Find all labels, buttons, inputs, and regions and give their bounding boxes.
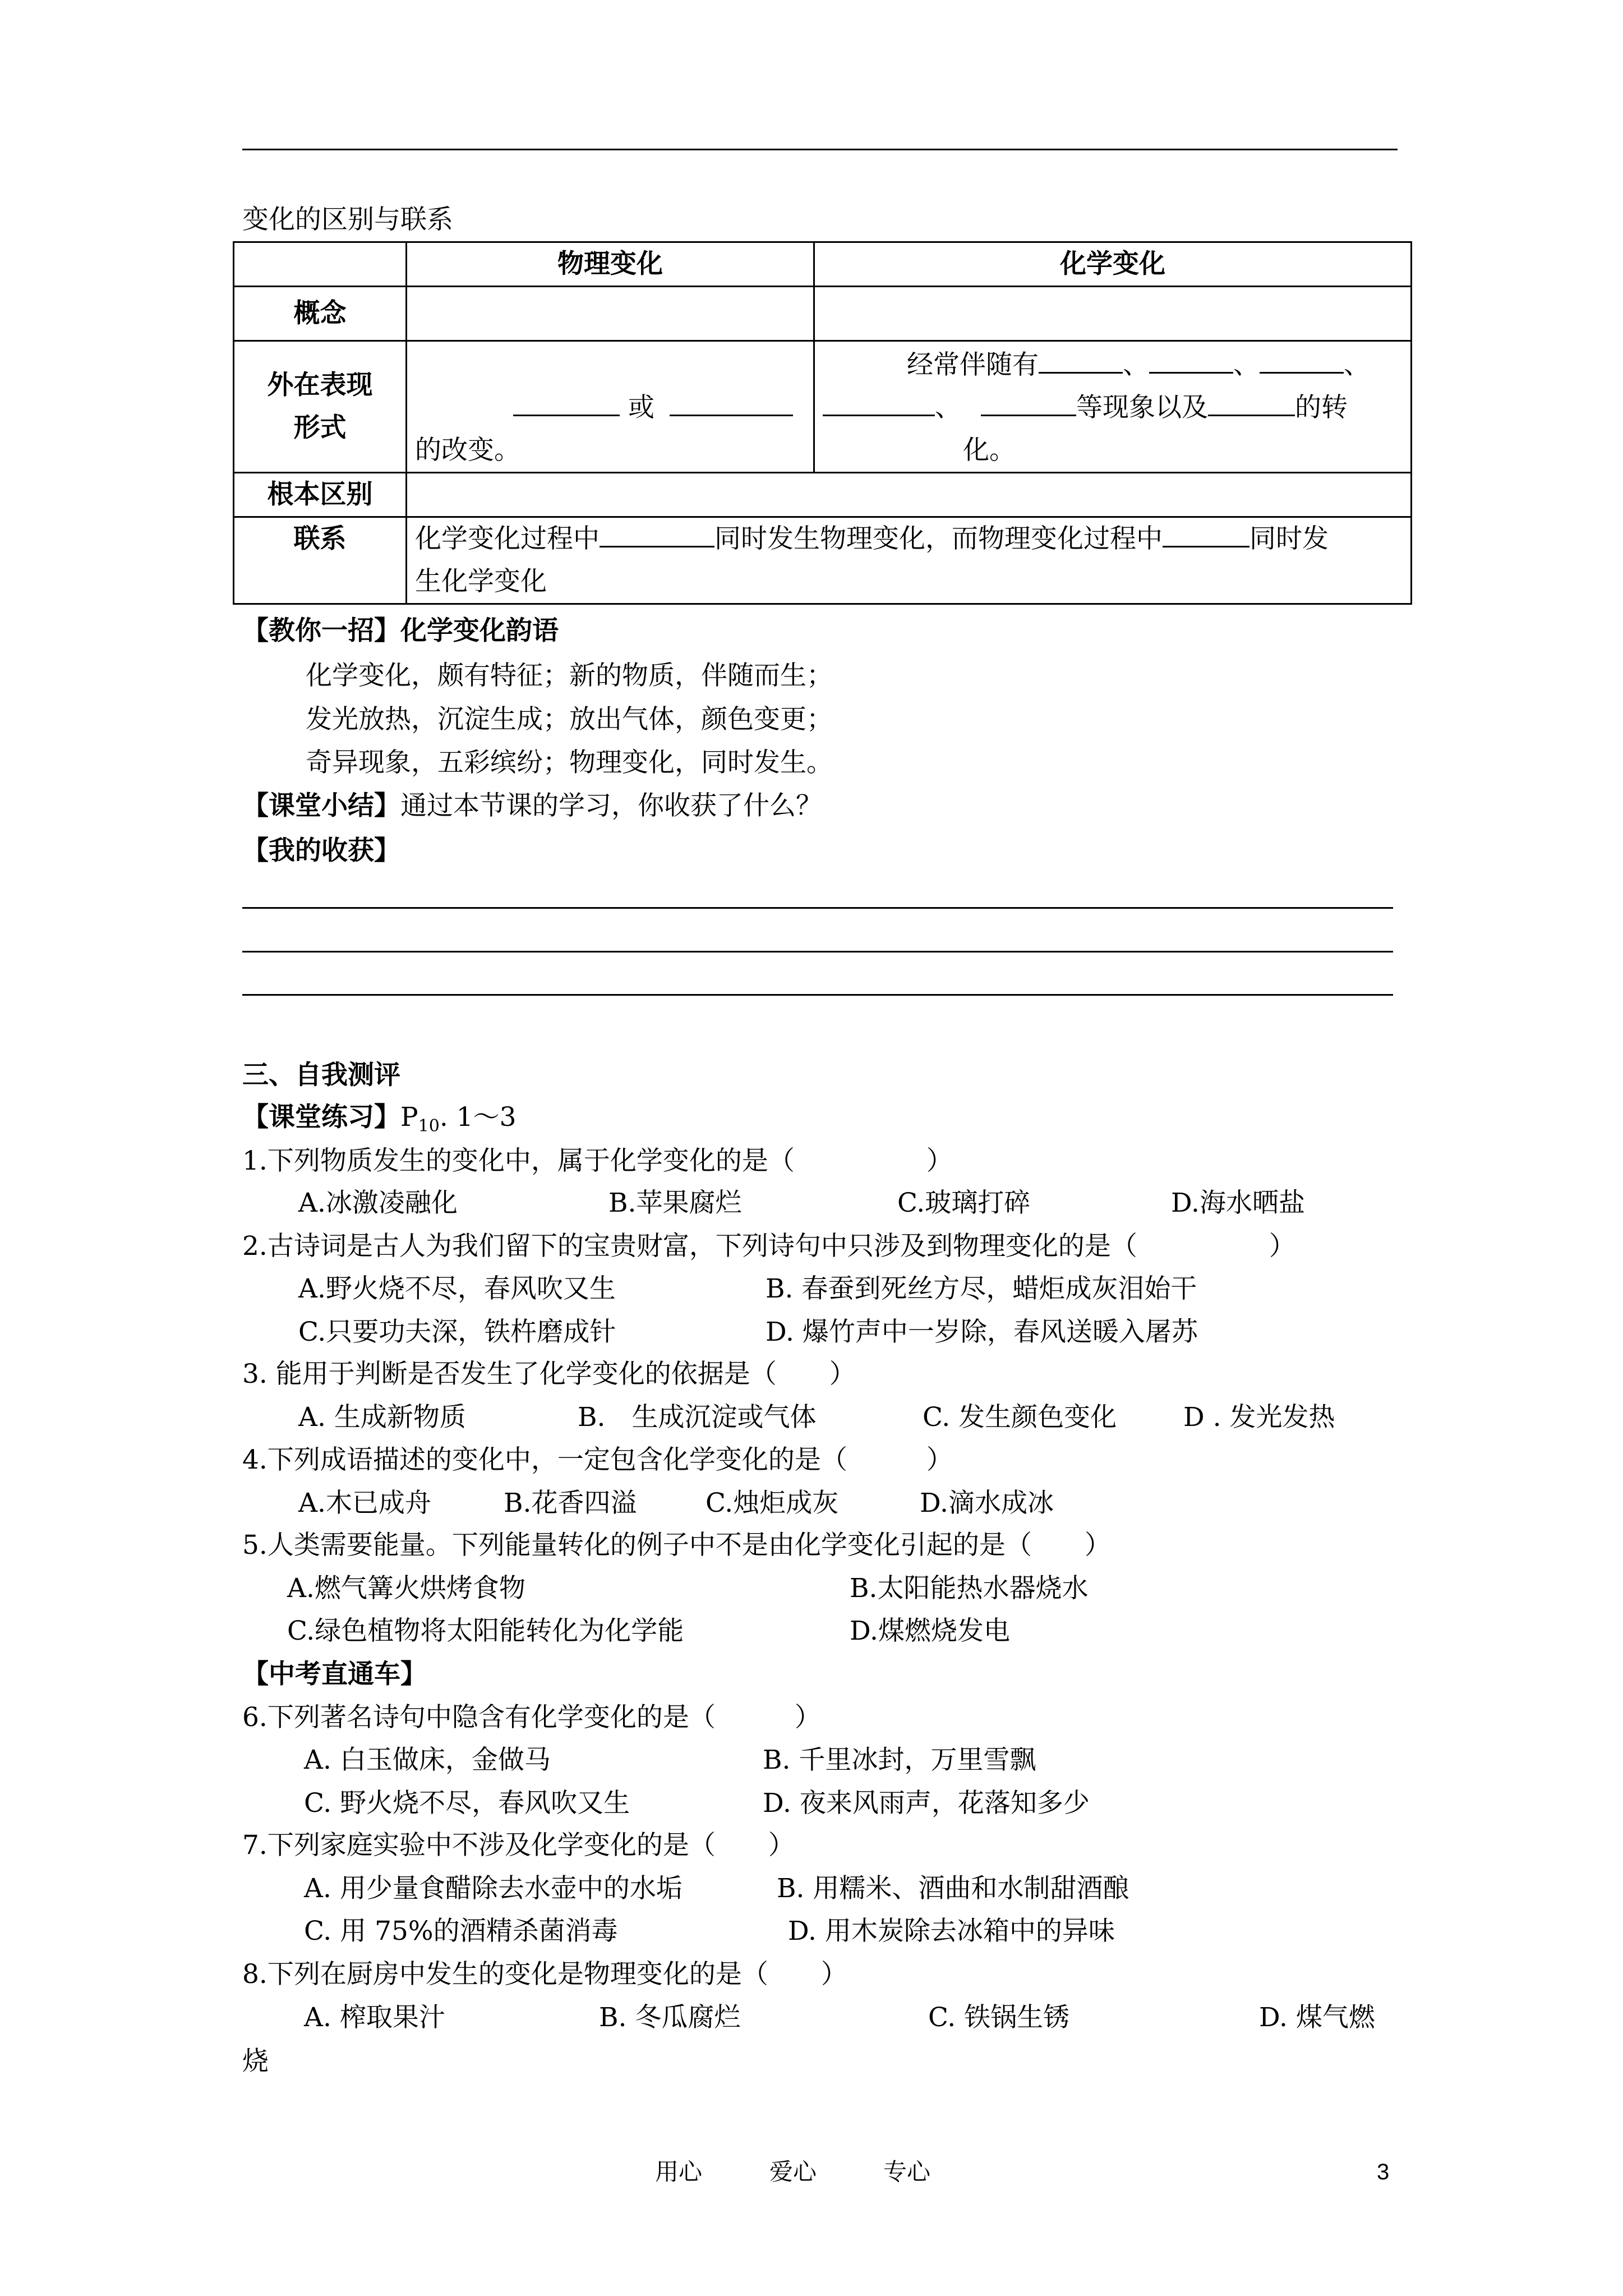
answer-line	[242, 907, 1393, 909]
summary	[242, 789, 822, 823]
blank	[513, 390, 620, 416]
question-stem: 7.下列家庭实验中不涉及化学变化的是（ ）	[242, 1830, 795, 1861]
blank	[1149, 347, 1233, 374]
footer-motto: 用心	[655, 2158, 703, 2185]
cell-appearance-chemical: 经常伴随有 、 、 、 、 等现象以及 的转 化。	[814, 341, 1412, 473]
option: A. 榨取果汁	[304, 2002, 445, 2033]
blank	[823, 390, 935, 416]
option: C.绿色植物将太阳能转化为化学能	[287, 1616, 684, 1646]
option: C.烛炬成灰	[706, 1488, 839, 1519]
tip-line: 化学变化，颇有特征；新的物质，伴随而生；	[306, 660, 833, 691]
option: A.冰激凌融化	[298, 1188, 458, 1218]
option: A. 生成新物质	[298, 1402, 466, 1433]
option: D . 发光发热	[1183, 1402, 1335, 1433]
option: B. 冬瓜腐烂	[599, 2002, 741, 2033]
option: D.煤燃烧发电	[850, 1616, 1010, 1646]
option: D. 爆竹声中一岁除，春风送暖入屠苏	[766, 1317, 1198, 1347]
chem-prefix: 经常伴随有	[907, 349, 1039, 380]
tip-line: 奇异现象，五彩缤纷；物理变化，同时发生。	[306, 747, 833, 778]
option: A.木已成舟	[298, 1488, 431, 1519]
cell-concept-chemical	[814, 287, 1412, 341]
option: C.玻璃打碎	[897, 1188, 1031, 1218]
practice-heading: 【课堂练习】$P_{10}$. 1～3	[242, 1102, 517, 1136]
blank	[981, 390, 1076, 416]
chem-end: 的转	[1294, 392, 1348, 423]
question-stem: 8.下列在厨房中发生的变化是物理变化的是（ ）	[242, 1959, 847, 1990]
footer-motto: 爱心	[769, 2158, 817, 2185]
option: B.花香四溢	[504, 1488, 637, 1519]
row-label-concept: 概念	[234, 287, 407, 341]
footer-motto: 专心	[883, 2158, 931, 2185]
answer-line	[242, 994, 1393, 996]
blank	[1208, 390, 1295, 416]
row-label-appearance-line2: 形式	[293, 412, 347, 443]
row-label-fundamental: 根本区别	[234, 473, 407, 517]
row-label-appearance	[234, 341, 407, 473]
blank	[1260, 347, 1344, 374]
row-label-appearance-line1: 外在表现	[267, 370, 373, 401]
option: B.苹果腐烂	[608, 1188, 742, 1218]
or-text: 或	[628, 392, 654, 423]
tip-line: 发光放热，沉淀生成；放出气体，颜色变更；	[306, 704, 833, 735]
option: D.海水晒盐	[1171, 1188, 1305, 1218]
exam-label: 【中考直通车】	[242, 1659, 427, 1690]
option: B. 用糯米、酒曲和水制甜酒酿	[777, 1873, 1129, 1904]
option: A. 用少量食醋除去水壶中的水垢	[304, 1873, 683, 1904]
phys-change-text: 的改变。	[415, 435, 520, 466]
self-test-heading: 三、自我测评	[242, 1060, 400, 1091]
question-stem: 3. 能用于判断是否发生了化学变化的依据是（ ）	[242, 1359, 856, 1389]
option: B.太阳能热水器烧水	[850, 1573, 1089, 1604]
blank	[670, 390, 793, 416]
section-title: 变化的区别与联系	[242, 204, 453, 235]
harvest-label: 【我的收获】	[242, 835, 400, 866]
option: B. 生成沉淀或气体	[578, 1402, 817, 1433]
option: C. 用 75%的酒精杀菌消毒	[304, 1916, 618, 1947]
summary-text: 通过本节课的学习，你收获了什么？	[400, 790, 822, 821]
option: C. 铁锅生锈	[928, 2002, 1070, 2033]
option: D. 夜来风雨声，花落知多少	[763, 1788, 1090, 1819]
option: A. 白玉做床，金做马	[304, 1745, 551, 1775]
header-rule	[242, 149, 1398, 150]
option: C. 发生颜色变化	[923, 1402, 1117, 1433]
cell-link: 化学变化过程中 同时发生物理变化，而物理变化过程中 同时发 生化学变化	[407, 517, 1412, 604]
option: B. 千里冰封，万里雪飘	[763, 1745, 1036, 1775]
option: A.燃气篝火烘烤食物	[287, 1573, 525, 1604]
question-stem: 6.下列著名诗句中隐含有化学变化的是（ ）	[242, 1702, 821, 1733]
option: A.野火烧不尽，春风吹又生	[298, 1273, 616, 1304]
page-number: 3	[1377, 2160, 1390, 2184]
question-stem: 4.下列成语描述的变化中，一定包含化学变化的是（ ）	[242, 1444, 953, 1475]
comparison-table	[233, 241, 1412, 605]
tip-title: 【教你一招】化学变化韵语	[242, 615, 559, 646]
option: D.滴水成冰	[920, 1488, 1054, 1519]
question-stem: 2.古诗词是古人为我们留下的宝贵财富，下列诗句中只涉及到物理变化的是（ ）	[242, 1231, 1295, 1262]
cell-appearance-physical	[407, 341, 814, 473]
blank	[1163, 521, 1249, 547]
row-label-link: 联系	[234, 517, 407, 604]
blank	[1039, 347, 1123, 374]
option: C. 野火烧不尽，春风吹又生	[304, 1788, 630, 1819]
blank	[600, 521, 714, 547]
option: D. 用木炭除去冰箱中的异味	[788, 1916, 1115, 1947]
chem-mid: 等现象以及	[1076, 392, 1208, 423]
cell-concept-physical	[407, 287, 814, 341]
option: B. 春蚕到死丝方尽，蜡炬成灰泪始干	[766, 1273, 1197, 1304]
header-physical: 物理变化	[407, 242, 814, 287]
option: D. 煤气燃	[1259, 2002, 1375, 2033]
option: C.只要功夫深，铁杵磨成针	[298, 1317, 616, 1347]
cell-fundamental	[407, 473, 1412, 517]
table-corner-cell	[234, 242, 407, 287]
question-stem: 1.下列物质发生的变化中，属于化学变化的是（ ）	[242, 1145, 953, 1176]
summary-label: 【课堂小结】	[242, 790, 400, 821]
question-stem: 5.人类需要能量。下列能量转化的例子中不是由化学变化引起的是（ ）	[242, 1530, 1111, 1561]
answer-line	[242, 951, 1393, 953]
option-wrap: 烧	[242, 2046, 269, 2077]
header-chemical: 化学变化	[814, 242, 1412, 287]
chem-line3: 化。	[963, 435, 1016, 466]
